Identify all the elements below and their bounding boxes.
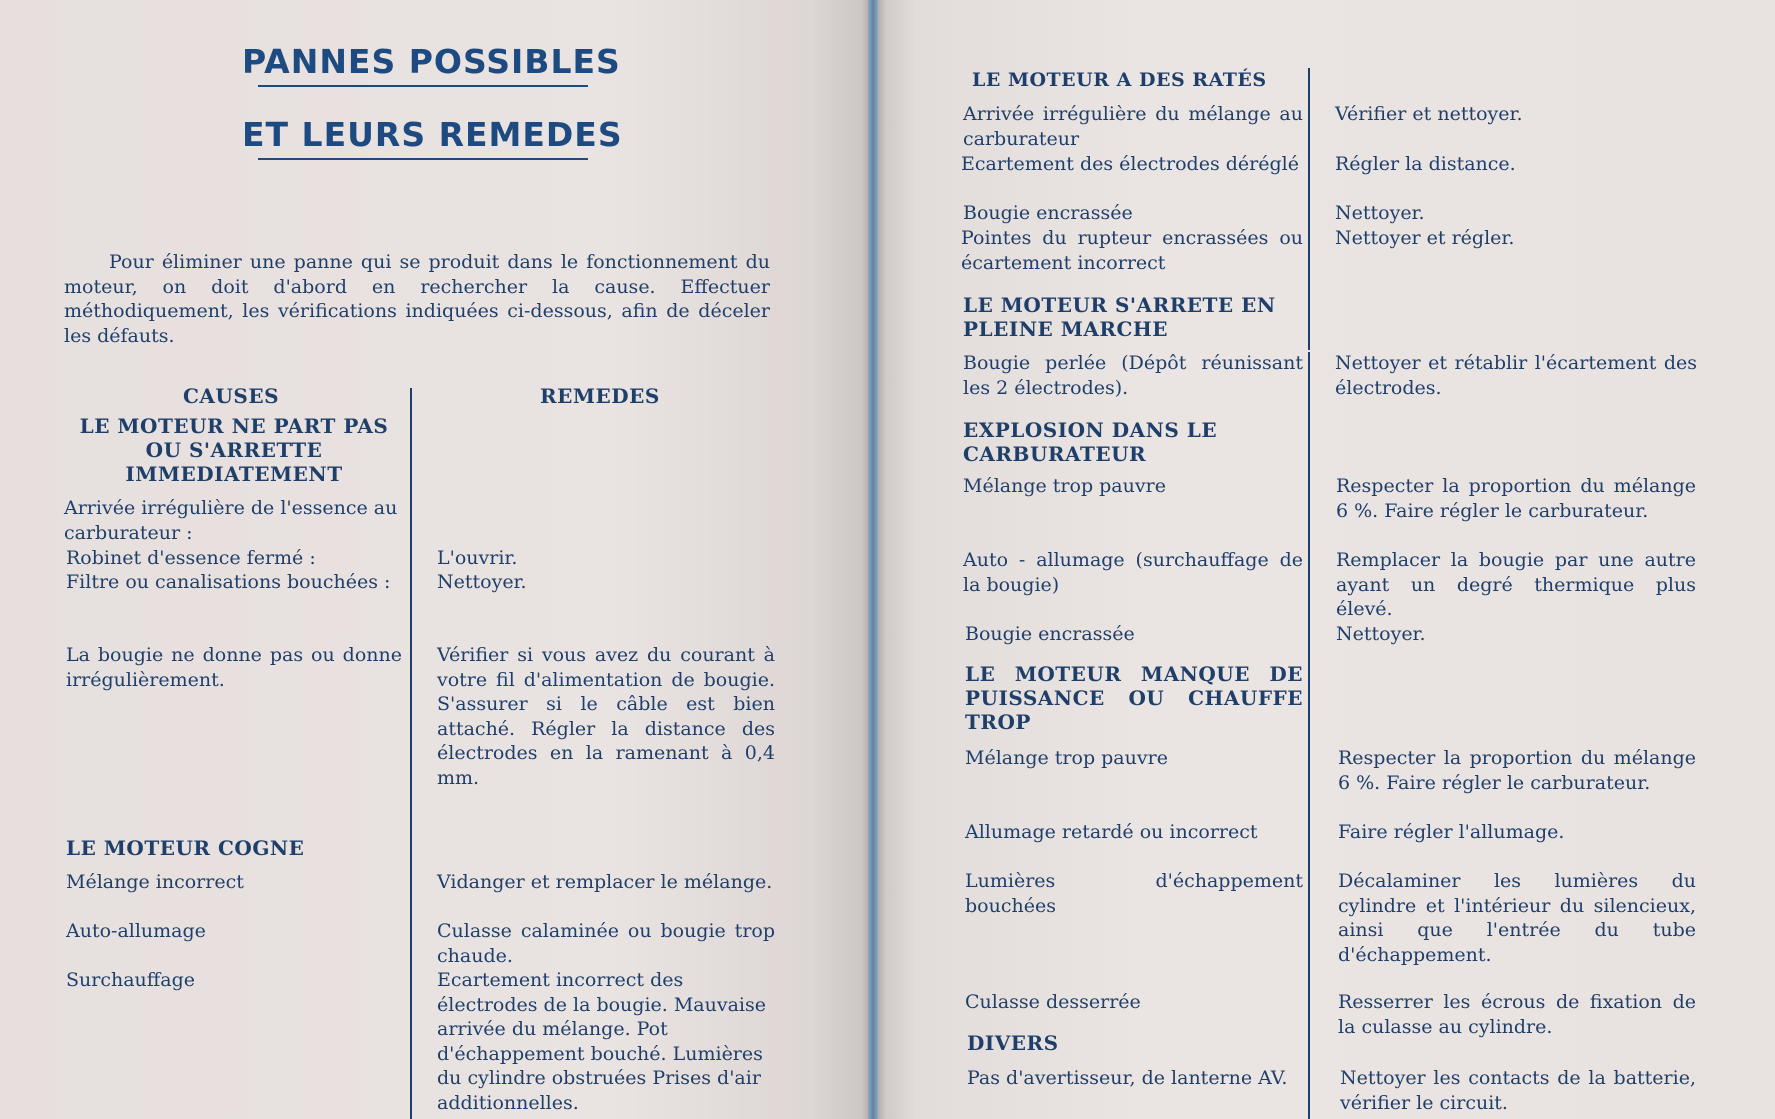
cause-text: Surchauffage: [66, 969, 196, 991]
title-rule-1: [258, 85, 588, 87]
cause-text: Arrivée irrégulière du mélange au carburateur: [963, 103, 1303, 150]
remedy-text: Nettoyer les contacts de la batterie, vérifier le circuit.: [1340, 1067, 1696, 1114]
section-title-rates: LE MOTEUR A DES RATÉS: [972, 69, 1267, 91]
remedy-text: Nettoyer.: [437, 571, 527, 593]
remedy-text: Faire régler l'allumage.: [1338, 821, 1565, 843]
remedy-text: Nettoyer.: [1336, 623, 1426, 645]
cause-text: Bougie perlée (Dépôt réunissant les 2 électrodes).: [963, 352, 1303, 399]
cause-text: Robinet d'essence fermé :: [66, 547, 316, 569]
column-header-remedes: REMEDES: [540, 384, 660, 408]
cause-text: Mélange trop pauvre: [963, 475, 1166, 497]
section-title-ne-part-pas: LE MOTEUR NE PART PAS OU S'ARRETTE IMMEDIATEMENT: [79, 414, 389, 486]
left-page: [0, 0, 872, 1119]
cause-text: Pointes du rupteur encrassées ou écartement incorrect: [961, 227, 1303, 274]
remedy-text: Remplacer la bougie par une autre ayant un degré thermique plus élevé.: [1336, 549, 1696, 620]
remedy-text: L'ouvrir.: [437, 547, 518, 569]
section-title-puissance: LE MOTEUR MANQUE DE PUISSANCE OU CHAUFFE TROP: [965, 662, 1303, 734]
remedy-text: Respecter la proportion du mélange 6 %. Faire régler le carburateur.: [1338, 747, 1696, 794]
cause-text: Auto - allumage (surchauffage de la bougie): [963, 549, 1303, 596]
intro-paragraph: Pour éliminer une panne qui se produit dans le fonctionnement du moteur, on doit d'abord en rechercher la cause. Effectuer méthodiquement, les vérifications indiquées ci-dessous, afin de déceler les défauts.: [64, 251, 770, 347]
section-title-divers: DIVERS: [967, 1031, 1059, 1055]
page-title-line1: PANNES POSSIBLES: [242, 42, 621, 81]
cause-text: Lumières d'échappement bouchées: [965, 870, 1303, 917]
section-title-cogne: LE MOTEUR COGNE: [66, 836, 305, 860]
cause-text: Mélange incorrect: [66, 871, 244, 893]
cause-text: La bougie ne donne pas ou donne irrégulièrement.: [66, 644, 402, 691]
cause-text: Arrivée irrégulière de l'essence au carburateur :: [64, 497, 398, 544]
remedy-text: Vérifier et nettoyer.: [1335, 103, 1523, 125]
remedy-text: Vérifier si vous avez du courant à votre fil d'alimentation de bougie. S'assurer si le câble est bien attaché. Régler la distance des électrodes en la ramenant à 0,4 mm.: [437, 644, 775, 789]
cause-text: Bougie encrassée: [963, 202, 1133, 224]
remedy-text: Nettoyer et régler.: [1335, 227, 1515, 249]
remedy-text: Régler la distance.: [1335, 153, 1516, 175]
remedy-text: Nettoyer.: [1335, 202, 1425, 224]
cause-text: Bougie encrassée: [965, 623, 1135, 645]
right-page: [872, 0, 1775, 1119]
remedy-text: Vidanger et remplacer le mélange.: [437, 871, 773, 893]
binding-strip: [868, 0, 878, 1119]
remedy-text: Nettoyer et rétablir l'écartement des électrodes.: [1335, 352, 1697, 399]
column-divider: [410, 388, 412, 1119]
title-rule-2: [258, 158, 588, 160]
remedy-text: Ecartement incorrect des électrodes de la bougie. Mauvaise arrivée du mélange. Pot d'échappement bouché. Lumières du cylindre obstruées Prises d'air additionnelles.: [437, 969, 767, 1114]
remedy-text: Respecter la proportion du mélange 6 %. Faire régler le carburateur.: [1336, 475, 1696, 522]
cause-text: Ecartement des électrodes déréglé: [961, 153, 1299, 175]
cause-text: Allumage retardé ou incorrect: [965, 821, 1258, 843]
cause-text: Pas d'avertisseur, de lanterne AV.: [967, 1067, 1288, 1089]
section-title-arrete: LE MOTEUR S'ARRETE EN PLEINE MARCHE: [963, 293, 1276, 341]
remedy-text: Resserrer les écrous de fixation de la culasse au cylindre.: [1338, 991, 1696, 1038]
page-title-line2: ET LEURS REMEDES: [242, 115, 623, 154]
cause-text: Culasse desserrée: [965, 991, 1141, 1013]
cause-text: Filtre ou canalisations bouchées :: [66, 571, 391, 593]
cause-text: Mélange trop pauvre: [965, 747, 1168, 769]
column-divider-bottom: [1308, 352, 1310, 1119]
remedy-text: Décalaminer les lumières du cylindre et l'intérieur du silencieux, ainsi que l'entrée du tube d'échappement.: [1338, 870, 1696, 966]
column-header-causes: CAUSES: [183, 384, 280, 408]
cause-text: Auto-allumage: [66, 920, 206, 942]
remedy-text: Culasse calaminée ou bougie trop chaude.: [437, 920, 775, 967]
section-title-explosion: EXPLOSION DANS LE CARBURATEUR: [963, 418, 1218, 466]
column-divider-top: [1308, 68, 1310, 350]
